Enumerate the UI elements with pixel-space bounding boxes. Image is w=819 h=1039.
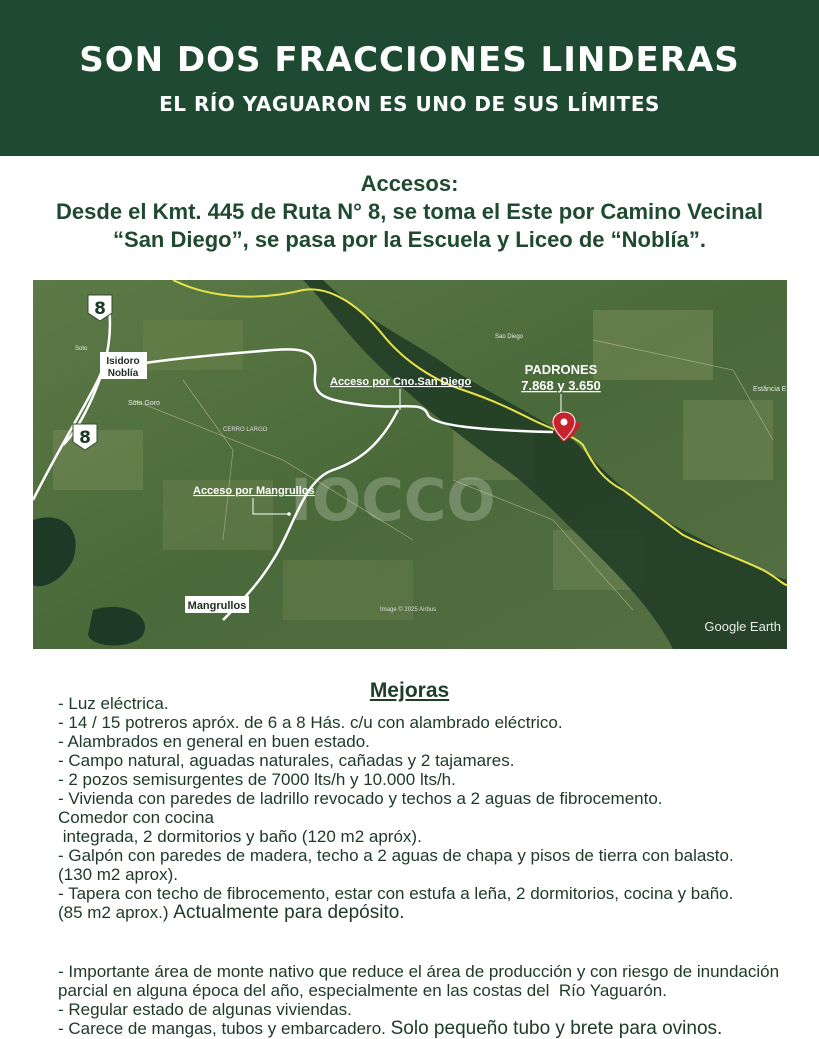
access-section bbox=[30, 170, 789, 254]
place-soto-goro: Soto Goro bbox=[128, 400, 160, 407]
label-acceso-san-diego: Acceso por Cno.San Diego bbox=[330, 376, 472, 388]
map-canvas bbox=[33, 280, 787, 649]
mejoras-title: Mejoras bbox=[369, 679, 450, 702]
list-item: - Luz eléctrica. bbox=[58, 694, 169, 713]
note-item: - Importante área de monte nativo que reduce el área de producción y con riesgo de inundación bbox=[58, 962, 780, 981]
label-isidoro: Isidoro bbox=[106, 356, 140, 367]
list-item: - Campo natural, aguadas naturales, cañadas y 2 tajamares. bbox=[58, 751, 515, 770]
list-item: integrada, 2 dormitorios y baño (120 m2 apróx). bbox=[58, 827, 422, 846]
list-item bbox=[58, 903, 799, 922]
list-item: - Tapera con techo de fibrocemento, estar con estufa a leña, 2 dormitorios, cocina y baño. bbox=[58, 884, 734, 903]
list-item: - Alambrados en general en buen estado. bbox=[58, 732, 370, 751]
watermark-text: IOCCO bbox=[290, 466, 496, 534]
access-line-1: Desde el Kmt. 445 de Ruta N° 8, se toma el Este por Camino Vecinal bbox=[56, 199, 763, 224]
label-isidoro-noblia bbox=[100, 352, 147, 379]
list-item: - Vivienda con paredes de ladrillo revocado y techos a 2 aguas de fibrocemento. bbox=[58, 789, 663, 808]
list-item: - Galpón con paredes de madera, techo a 2 aguas de chapa y pisos de tierra con balasto. bbox=[58, 846, 734, 865]
list-item: Comedor con cocina bbox=[58, 808, 214, 827]
label-mangrullos: Mangrullos bbox=[187, 600, 247, 612]
page-title: SON DOS FRACCIONES LINDERAS bbox=[79, 40, 740, 80]
route-marker-label: 8 bbox=[79, 428, 91, 448]
place-soto: Soto bbox=[75, 346, 88, 352]
label-noblia: Noblía bbox=[107, 368, 139, 379]
place-estancia: Estância E bbox=[753, 386, 787, 393]
list-item: - 2 pozos semisurgentes de 7000 lts/h y 10.000 lts/h. bbox=[58, 770, 456, 789]
place-sao-diego: Sao Diego bbox=[495, 334, 524, 340]
note-item: parcial en alguna época del año, especialmente en las costas del Río Yaguarón. bbox=[58, 981, 667, 1000]
item-text: (85 m2 aprox.) bbox=[58, 903, 174, 922]
leader-dot bbox=[287, 512, 291, 516]
label-padrones-numbers: 7.868 y 3.650 bbox=[521, 378, 601, 393]
page-subtitle: EL RÍO YAGUARON ES UNO DE SUS LÍMITES bbox=[159, 92, 660, 116]
google-earth-logo: Google Earth bbox=[704, 619, 781, 634]
place-cerro-largo: CERRO LARGO bbox=[223, 427, 268, 433]
label-padrones: PADRONES bbox=[524, 362, 598, 377]
header-banner bbox=[0, 0, 819, 156]
note-item bbox=[58, 1019, 799, 1038]
access-line-2: “San Diego”, se pasa por la Escuela y Liceo de “Noblía”. bbox=[113, 227, 706, 252]
spacer bbox=[58, 922, 799, 962]
mejoras-list bbox=[58, 694, 799, 1038]
access-heading: Accesos: bbox=[360, 171, 459, 196]
imagery-credit: Image © 2025 Airbus bbox=[380, 607, 437, 613]
list-item: - 14 / 15 potreros apróx. de 6 a 8 Hás. c/u con alambrado eléctrico. bbox=[58, 713, 563, 732]
label-acceso-mangrullos: Acceso por Mangrullos bbox=[193, 485, 315, 497]
item-text-emphasis: Solo pequeño tubo y brete para ovinos. bbox=[390, 1018, 723, 1039]
satellite-map bbox=[33, 280, 787, 649]
list-item: (130 m2 aprox). bbox=[58, 865, 178, 884]
item-text-emphasis: Actualmente para depósito. bbox=[173, 902, 405, 923]
item-text: - Carece de mangas, tubos y embarcadero. bbox=[58, 1019, 391, 1038]
route-marker-label: 8 bbox=[94, 299, 106, 319]
note-item: - Regular estado de algunas viviendas. bbox=[58, 1000, 352, 1019]
